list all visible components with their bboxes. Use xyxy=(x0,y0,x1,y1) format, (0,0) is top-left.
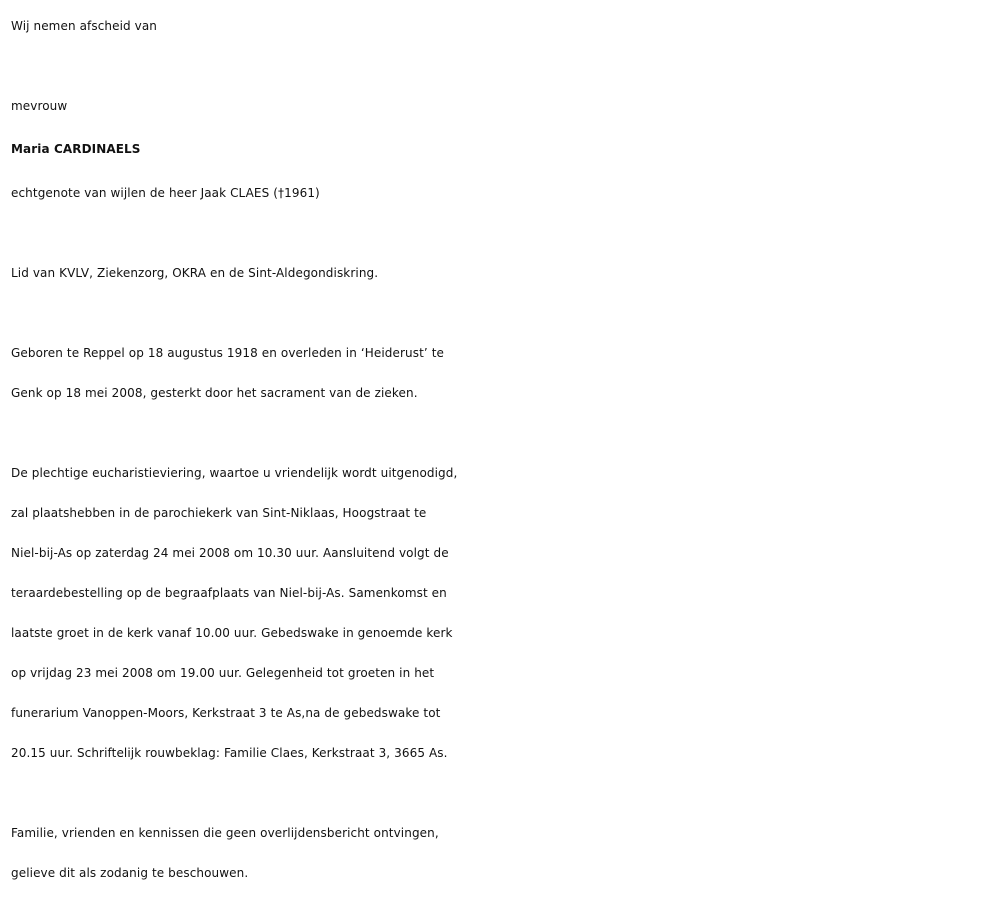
paragraph-line: funerarium Vanoppen-Moors, Kerkstraat 3 te As,na de gebedswake tot xyxy=(11,706,441,720)
paragraph-line: 20.15 uur. Schriftelijk rouwbeklag: Familie Claes, Kerkstraat 3, 3665 As. xyxy=(11,746,448,760)
paragraph-line: teraardebestelling op de begraafplaats van Niel-bij-As. Samenkomst en xyxy=(11,586,447,600)
paragraph-line: gelieve dit als zodanig te beschouwen. xyxy=(11,866,249,880)
honorific-text: mevrouw xyxy=(11,99,68,113)
paragraph-line: Niel-bij-As op zaterdag 24 mei 2008 om 10.30 uur. Aansluitend volgt de xyxy=(11,546,449,560)
membership-text: Lid van KVLV, Ziekenzorg, OKRA en de Sint-Aldegondiskring. xyxy=(11,266,379,280)
paragraph-line: op vrijdag 23 mei 2008 om 19.00 uur. Gelegenheid tot groeten in het xyxy=(11,666,435,680)
paragraph-line: De plechtige eucharistieviering, waartoe u vriendelijk wordt uitgenodigd, xyxy=(11,466,458,480)
birth-death-paragraph xyxy=(11,333,991,413)
paragraph-line: Familie, vrienden en kennissen die geen overlijdensbericht ontvingen, xyxy=(11,826,439,840)
spacer xyxy=(11,413,991,453)
paragraph-line: zal plaatshebben in de parochiekerk van Sint-Niklaas, Hoogstraat te xyxy=(11,506,427,520)
deceased-name: Maria CARDINAELS xyxy=(11,142,141,156)
paragraph-line: Genk op 18 mei 2008, gesterkt door het sacrament van de zieken. xyxy=(11,386,418,400)
obituary-notice xyxy=(11,6,991,893)
spacer xyxy=(11,213,991,253)
spouse-text: echtgenote van wijlen de heer Jaak CLAES (†1961) xyxy=(11,186,320,200)
spacer xyxy=(11,46,991,86)
intro-text: Wij nemen afscheid van xyxy=(11,19,158,33)
closing-paragraph xyxy=(11,813,991,893)
paragraph-line: laatste groet in de kerk vanaf 10.00 uur. Gebedswake in genoemde kerk xyxy=(11,626,453,640)
paragraph-line: Geboren te Reppel op 18 augustus 1918 en overleden in ‘Heiderust’ te xyxy=(11,346,445,360)
spacer xyxy=(11,293,991,333)
spacer xyxy=(11,773,991,813)
ceremony-paragraph xyxy=(11,453,991,773)
